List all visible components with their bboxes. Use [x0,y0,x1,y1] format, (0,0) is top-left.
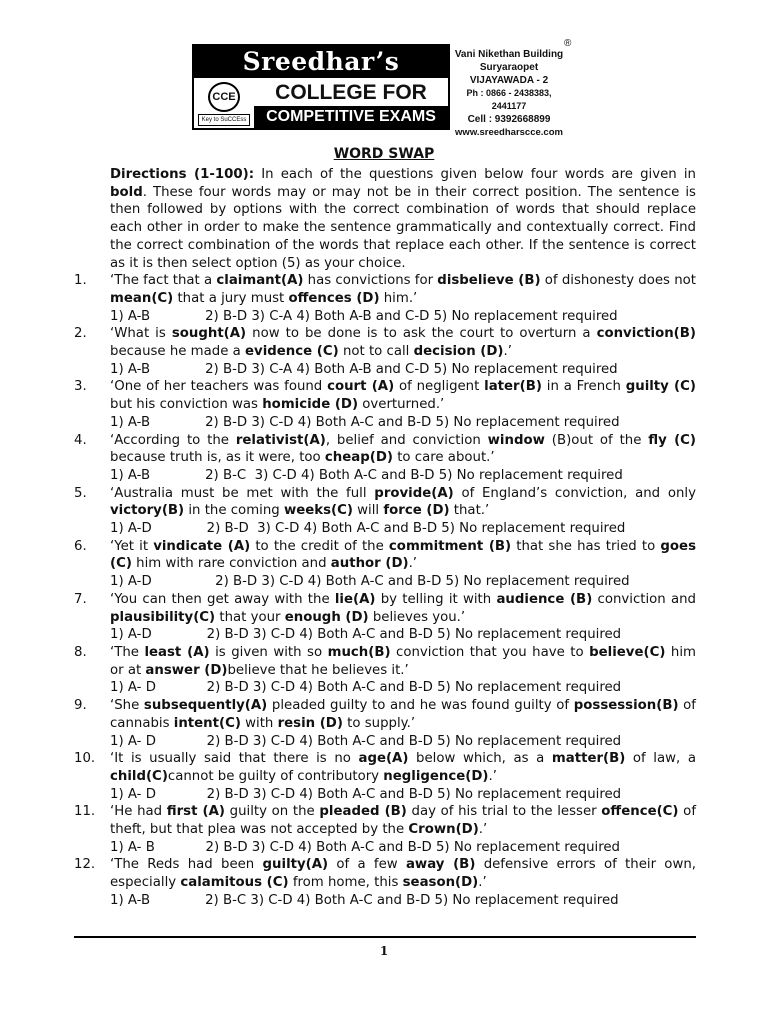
bold-word: goes (C) [110,538,696,572]
question-text: (B)out of the [544,432,649,448]
question-stem [74,272,696,307]
bold-word: author (D) [330,556,409,572]
bold-word: possession(B) [573,698,679,714]
bold-word: calamitous (C) [180,875,289,891]
address-line3: VIJAYAWADA - 2 [469,75,549,86]
question-text: because truth is, as it were, too [110,450,325,466]
cce-badge [198,82,250,128]
question-stem [74,485,696,520]
question-text: him or at [110,644,696,678]
question-text: .’ [488,768,497,784]
question-text: believes you.’ [368,609,466,625]
question-item [74,485,696,538]
footer-rule [74,936,696,938]
question-number: 8. [74,644,87,660]
question-text: ‘The [110,644,145,660]
bold-word: commitment (B) [388,538,512,554]
question-item [74,591,696,644]
question-text: ‘Australia must be met with the full [110,485,375,501]
question-text: day of his trial to the lesser [406,804,602,820]
question-text: that she has tried to [511,538,661,554]
question-item [74,272,696,325]
bold-word: guilty (C) [625,379,696,395]
page-title: WORD SWAP [333,146,435,162]
answer-options: 1) A-B 2) B-D 3) C-A 4) Both A-B and C-D 5) No replacement required [110,361,618,377]
bold-word: plausibility(C) [110,609,216,625]
question-text: is given with so [209,644,328,660]
question-text: .’ [408,556,418,572]
question-text: ‘He had [110,804,167,820]
question-text: below which, as a [408,751,552,767]
bold-word: relativist(A) [235,432,326,448]
answer-options: 1) A-B 2) B-D 3) C-D 4) Both A-C and B-D 5) No replacement required [110,414,620,430]
bold-word: cheap(D) [324,450,393,466]
question-number: 7. [74,591,87,607]
answer-options: 1) A-D 2) B-D 3) C-D 4) Both A-C and B-D 5) No replacement required [110,574,630,590]
bold-word: audience (B) [496,591,593,607]
question-text: cannot be guilty of contributory [167,768,384,784]
bold-word: away (B) [405,857,476,873]
question-text: .’ [503,344,512,360]
question-text: from home, this [288,875,403,891]
question-text: ‘You can then get away with the [110,591,335,607]
question-text: conviction and [592,591,696,607]
question-number: 5. [74,485,87,501]
answer-options: 1) A-B 2) B-C 3) C-D 4) Both A-C and B-D 5) No replacement required [110,467,623,483]
cce-tagline: Key to SuCCEss [198,114,250,126]
bold-word: evidence (C) [245,344,339,360]
directions-paragraph [110,166,696,272]
bold-word: mean(C) [110,290,174,306]
question-text: to the credit of the [250,538,389,554]
question-number: 10. [74,751,96,767]
question-text: with [240,715,278,731]
question-list [74,272,696,909]
directions-bold-word: bold [110,184,143,200]
bold-word: fly (C) [648,432,696,448]
bold-word: intent(C) [173,715,241,731]
question-text: , belief and conviction [325,432,488,448]
question-item [74,750,696,803]
question-text: pleaded guilty to and he was found guilty of [267,698,574,714]
question-item [74,325,696,378]
registered-mark: ® [564,38,572,49]
bold-word: season(D) [402,875,479,891]
bold-word: first (A) [166,804,225,820]
bold-word: child(C) [110,768,168,784]
answer-options: 1) A-D 2) B-D 3) C-D 4) Both A-C and B-D 5) No replacement required [110,627,622,643]
answer-options: 1) A-B 2) B-C 3) C-D 4) Both A-C and B-D 5) No replacement required [110,892,619,908]
question-item [74,697,696,750]
question-number: 2. [74,326,87,342]
college-line3: COMPETITIVE EXAMS [254,106,448,128]
answer-options: 1) A-D 2) B-D 3) C-D 4) Both A-C and B-D 5) No replacement required [110,521,626,537]
question-text: .’ [478,822,488,838]
question-number: 6. [74,538,87,554]
college-header [192,38,572,138]
question-stem [74,856,696,891]
bold-word: court (A) [327,379,395,395]
question-number: 3. [74,379,87,395]
bold-word: answer (D) [145,662,228,678]
question-text: conviction that you have to [390,644,590,660]
bold-word: enough (D) [284,609,369,625]
bold-word: weeks(C) [283,503,353,519]
answer-options: 1) A- D 2) B-D 3) C-D 4) Both A-C and B-D 5) No replacement required [110,680,622,696]
bold-word: decision (D) [413,344,504,360]
cce-badge-icon: CCE [208,82,240,112]
answer-options: 1) A- D 2) B-D 3) C-D 4) Both A-C and B-D 5) No replacement required [110,733,622,749]
bold-word: lie(A) [334,591,376,607]
question-number: 4. [74,432,87,448]
question-stem [74,538,696,573]
bold-word: vindicate (A) [153,538,251,554]
question-item [74,803,696,856]
question-text: has convictions for [303,273,438,289]
bold-word: window [487,432,545,448]
directions-label: Directions (1-100): [110,167,255,182]
question-text: ‘The fact that a [110,273,217,289]
address-line1: Vani Nikethan Building [454,49,564,60]
bold-word: believe(C) [589,644,666,660]
question-number: 11. [74,804,96,820]
question-text: of cannabis [110,698,696,731]
question-text: ‘It is usually said that there is no [110,751,359,767]
question-text: ‘What is [110,326,172,342]
answer-options: 1) A-B 2) B-D 3) C-A 4) Both A-B and C-D 5) No replacement required [110,308,618,324]
contact-block [454,48,564,138]
question-number: 1. [74,273,87,289]
question-text: to care about.’ [392,450,495,466]
bold-word: victory(B) [110,503,185,519]
question-text: overturned.’ [358,397,445,413]
bold-word: sought(A) [171,326,247,342]
question-text: him.’ [379,290,418,306]
answer-options: 1) A- D 2) B-D 3) C-D 4) Both A-C and B-D 5) No replacement required [110,786,622,802]
college-line2: COLLEGE FOR [275,81,427,104]
question-text: not to call [338,344,414,360]
question-text: now to be done is to ask the court to overturn a [246,326,597,342]
directions-text-1: In each of the questions given below four words are given in [254,167,696,182]
question-item [74,432,696,485]
question-number: 12. [74,857,96,873]
directions-text-2: . These four words may or may not be in their correct position. The sentence is then followed by options with the correct combination of words that should replace each other in order to make the sentence grammatically and contextually correct. Find the correct combination of the words that replace each other. If the sentence is correct as it is then select option (5) as your choice. [110,184,696,271]
question-stem [74,750,696,785]
question-stem [74,697,696,732]
question-text: in the coming [184,503,284,519]
question-text: that a jury must [173,290,289,306]
bold-word: least (A) [144,644,210,660]
question-stem [74,644,696,679]
question-text: will [352,503,384,519]
question-stem [74,378,696,413]
question-stem [74,432,696,467]
question-stem [74,803,696,838]
document-body [74,166,696,910]
question-text: defensive errors of their own, especially [110,857,696,891]
bold-word: offence(C) [601,804,679,820]
question-text: of dishonesty does not [540,273,696,289]
question-text: ‘Yet it [110,538,154,554]
bold-word: age(A) [358,751,409,767]
bold-word: disbelieve (B) [437,273,541,289]
question-number: 9. [74,698,87,714]
question-text: of law, a [625,751,696,767]
question-text: ‘The Reds had been [110,857,263,873]
question-item [74,538,696,591]
question-text: believe that he believes it.’ [227,662,409,678]
question-text: to supply.’ [342,715,416,731]
answer-options: 1) A- B 2) B-D 3) C-D 4) Both A-C and B-D 5) No replacement required [110,839,620,855]
question-text: in a French [541,379,626,395]
website-link[interactable]: www.sreedharscce.com [455,127,563,138]
bold-word: guilty(A) [262,857,329,873]
question-stem [74,591,696,626]
bold-word: matter(B) [551,751,626,767]
question-text: of a few [328,857,406,873]
question-text: that.’ [449,503,490,519]
cell-number: Cell : 9392668899 [467,114,551,125]
question-text: ‘One of her teachers was found [110,379,328,395]
question-text: ‘According to the [110,432,236,448]
bold-word: conviction(B) [596,326,696,342]
bold-word: later(B) [484,379,542,395]
question-text: of theft, but that plea was not accepted by the [110,804,696,838]
question-text: of England’s conviction, and only [453,485,696,501]
question-stem [74,325,696,360]
question-text: of negligent [394,379,485,395]
question-text: that your [215,609,285,625]
question-item [74,644,696,697]
bold-word: homicide (D) [262,397,359,413]
bold-word: force (D) [383,503,450,519]
question-text: .’ [478,875,487,891]
question-text: him with rare conviction and [131,556,331,572]
bold-word: claimant(A) [216,273,304,289]
question-text: because he made a [110,344,246,360]
bold-word: negligence(D) [383,768,489,784]
college-logo [192,44,450,130]
bold-word: much(B) [327,644,391,660]
question-item [74,856,696,909]
page-number: 1 [379,944,389,958]
question-text: by telling it with [375,591,497,607]
question-text: guilty on the [224,804,320,820]
phone-number: Ph : 0866 - 2438383, 2441177 [466,88,552,111]
bold-word: pleaded (B) [319,804,407,820]
address-line2: Suryaraopet [479,62,539,73]
bold-word: provide(A) [374,485,454,501]
bold-word: offences (D) [288,290,380,306]
question-text: ‘She [110,698,144,714]
question-item [74,378,696,431]
college-name: Sreedhar’s [194,46,448,78]
bold-word: Crown(D) [408,822,479,838]
question-text: but his conviction was [110,397,263,413]
bold-word: resin (D) [277,715,343,731]
bold-word: subsequently(A) [143,698,268,714]
